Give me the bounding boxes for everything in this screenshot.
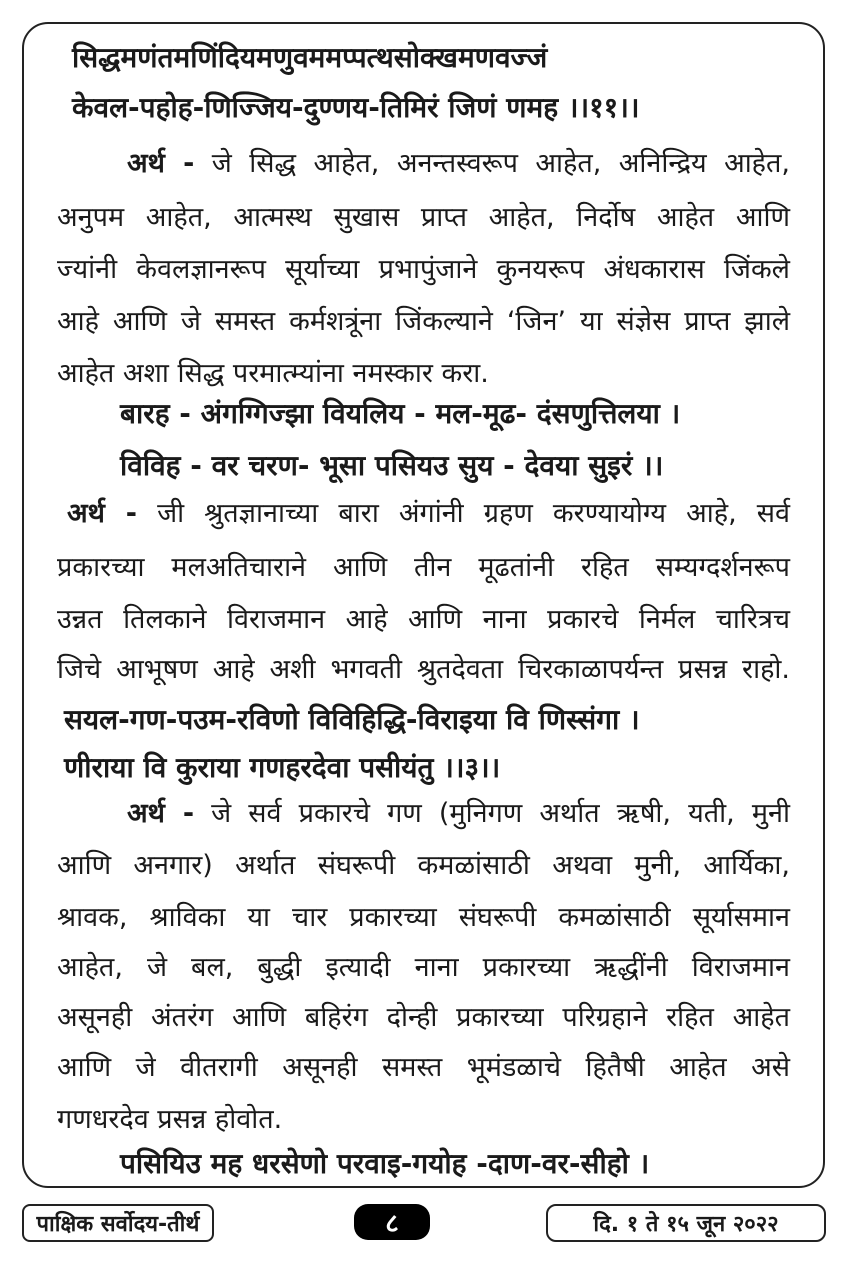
meaning-3-line-4: आहेत, जे बल, बुद्धी इत्यादी नाना प्रकारच्या ऋद्धींनी विराजमान (57, 952, 790, 983)
meaning-3-line-5: असूनही अंतरंग आणि बहिरंग दोन्ही प्रकारच्या परिग्रहाने रहित आहेत (57, 1002, 790, 1033)
verse-2-line-1: बारह - अंगग्गिज्झा वियलिय - मल-मूढ- दंसणुत्तिलया । (120, 397, 681, 430)
meaning-3-line-7: गणधरदेव प्रसन्न होवोत. (57, 1104, 283, 1135)
meaning-3-line-3: श्रावक, श्राविका या चार प्रकारच्या संघरूपी कमळांसाठी सूर्यासमान (57, 902, 790, 933)
publication-name: पाक्षिक सर्वोदय-तीर्थ (22, 1204, 214, 1242)
meaning-1-line-4: आहे आणि जे समस्त कर्मशत्रूंना जिंकल्याने ‘जिन’ या संज्ञेस प्राप्त झाले (57, 306, 790, 337)
meaning-label: अर्थ - (127, 798, 195, 829)
meaning-1-line-2: अनुपम आहेत, आत्मस्थ सुखास प्राप्त आहेत, निर्दोष आहेत आणि (57, 202, 790, 233)
meaning-label: अर्थ - (67, 498, 137, 529)
verse-3-line-1: सयल-गण-पउम-रविणो विविहिद्धि-विराइया वि णिस्संगा । (64, 703, 640, 736)
meaning-1-line-1: अर्थ - जे सिद्ध आहेत, अनन्तस्वरूप आहेत, अनिन्द्रिय आहेत, (127, 148, 790, 179)
verse-11-line-1: सिद्धमणंतमणिंदियमणुवममप्पत्थसोक्खमणवज्जं (72, 41, 548, 74)
verse-2-line-2: विविह - वर चरण- भूसा पसियउ सुय - देवया सुइरं ।। (120, 449, 664, 482)
meaning-1-line-5: आहेत अशा सिद्ध परमात्म्यांना नमस्कार करा. (57, 358, 489, 389)
verse-4-line-1: पसियिउ मह धरसेणो परवाइ-गयोह -दाण-वर-सीहो । (120, 1147, 650, 1180)
meaning-2-line-1: अर्थ - जी श्रुतज्ञानाच्या बारा अंगांनी ग्रहण करण्यायोग्य आहे, सर्व (67, 498, 790, 529)
issue-date: दि. १ ते १५ जून २०२२ (546, 1204, 826, 1242)
verse-3-line-2: णीराया वि कुराया गणहरदेवा पसीयंतु ।।३।। (64, 751, 501, 784)
meaning-2-line-2: प्रकारच्या मलअतिचाराने आणि तीन मूढतांनी रहित सम्यग्दर्शनरूप (57, 552, 790, 583)
meaning-3-line-2: आणि अनगार) अर्थात संघरूपी कमळांसाठी अथवा मुनी, आर्यिका, (57, 850, 790, 881)
meaning-3-line-6: आणि जे वीतरागी असूनही समस्त भूमंडळाचे हितैषी आहेत असे (57, 1052, 790, 1083)
meaning-3-line-1: अर्थ - जे सर्व प्रकारचे गण (मुनिगण अर्थात ऋषी, यती, मुनी (127, 798, 790, 829)
verse-11-line-2: केवल-पहोह-णिज्जिय-दुण्णय-तिमिरं जिणं णमह ।।११।। (72, 91, 640, 124)
meaning-1-line-3: ज्यांनी केवलज्ञानरूप सूर्याच्या प्रभापुंजाने कुनयरूप अंधकारास जिंकले (57, 254, 790, 285)
meaning-label: अर्थ - (127, 148, 195, 179)
page-number: ८ (354, 1204, 430, 1240)
meaning-2-line-3: उन्नत तिलकाने विराजमान आहे आणि नाना प्रकारचे निर्मल चारित्रच (57, 604, 790, 635)
meaning-2-line-4: जिचे आभूषण आहे अशी भगवती श्रुतदेवता चिरकाळापर्यन्त प्रसन्न राहो. (57, 654, 790, 685)
